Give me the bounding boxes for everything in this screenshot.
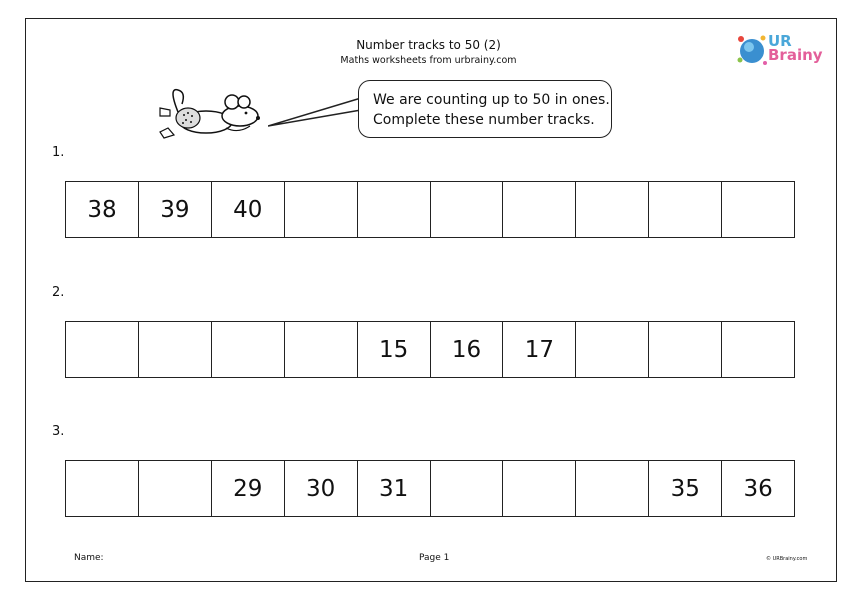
track-cell-blank[interactable]	[649, 322, 722, 377]
track-cell-blank[interactable]	[503, 182, 576, 237]
track-cell: 17	[503, 322, 576, 377]
track-cell-blank[interactable]	[722, 322, 794, 377]
copyright-text: © URBrainy.com	[766, 556, 808, 562]
track-cell-blank[interactable]	[722, 182, 794, 237]
page-title: Number tracks to 50 (2)	[356, 38, 501, 52]
speech-bubble-text	[373, 90, 610, 130]
question-number-3: 3.	[52, 424, 65, 439]
track-cell-blank[interactable]	[576, 461, 649, 516]
track-cell: 35	[649, 461, 722, 516]
track-cell: 39	[139, 182, 212, 237]
number-track-2	[65, 321, 795, 378]
track-cell: 31	[358, 461, 431, 516]
bubble-line-1: We are counting up to 50 in ones.	[373, 92, 610, 108]
logo-text	[768, 34, 823, 62]
speech-bubble-tail	[268, 96, 362, 128]
track-cell-blank[interactable]	[576, 182, 649, 237]
track-cell-blank[interactable]	[66, 322, 139, 377]
number-track-3	[65, 460, 795, 517]
logo-text-brainy: Brainy	[768, 46, 823, 64]
track-cell-blank[interactable]	[431, 182, 504, 237]
track-cell-blank[interactable]	[139, 461, 212, 516]
track-cell-blank[interactable]	[139, 322, 212, 377]
speech-bubble	[358, 80, 612, 138]
track-cell: 29	[212, 461, 285, 516]
question-number-2: 2.	[52, 285, 65, 300]
page-subtitle: Maths worksheets from urbrainy.com	[340, 55, 517, 66]
track-cell-blank[interactable]	[503, 461, 576, 516]
track-cell: 15	[358, 322, 431, 377]
track-cell-blank[interactable]	[285, 322, 358, 377]
track-cell-blank[interactable]	[212, 322, 285, 377]
track-cell-blank[interactable]	[66, 461, 139, 516]
track-cell-blank[interactable]	[358, 182, 431, 237]
track-cell: 30	[285, 461, 358, 516]
track-cell: 16	[431, 322, 504, 377]
track-cell: 40	[212, 182, 285, 237]
track-cell: 38	[66, 182, 139, 237]
track-cell-blank[interactable]	[649, 182, 722, 237]
track-cell-blank[interactable]	[431, 461, 504, 516]
name-label: Name:	[74, 553, 104, 563]
question-number-1: 1.	[52, 145, 65, 160]
track-cell: 36	[743, 475, 773, 502]
page-number: Page 1	[419, 553, 450, 563]
number-track-1	[65, 181, 795, 238]
logo-text-ur: UR	[768, 32, 792, 50]
mouse-illustration-icon	[148, 82, 268, 142]
track-cell-blank[interactable]	[285, 182, 358, 237]
bubble-line-2: Complete these number tracks.	[373, 112, 595, 128]
track-cell-blank[interactable]	[576, 322, 649, 377]
